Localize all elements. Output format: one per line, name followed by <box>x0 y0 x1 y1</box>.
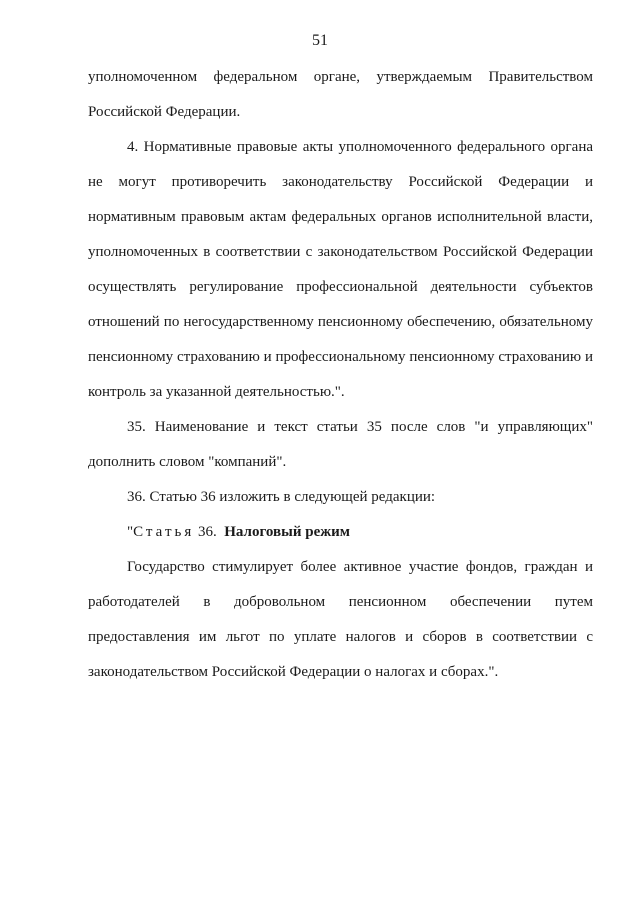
page-number: 51 <box>312 32 328 49</box>
article-title: Налоговый режим <box>224 524 350 540</box>
paragraph-item-4: 4. Нормативные правовые акты уполномоченного федерального органа не могут противоречить законодательству Российской Федерации и нормативным правовым актам федеральных органов исполнительной власти, уполномоченных в соответствии с законодательством Российской Федерации осуществлять регулирование профессиональной деятельности субъектов отношений по негосударственному пенсионному обеспечению, обязательному пенсионному страхованию и профессиональному пенсионному страхованию и контроль за указанной деятельностью.". <box>88 139 593 400</box>
article-word: Статья <box>133 524 195 540</box>
article-number: 36. <box>194 524 225 540</box>
paragraph-continuation: уполномоченном федеральном органе, утверждаемым Правительством Российской Федерации. <box>88 69 593 120</box>
article-text: Государство стимулирует более активное участие фондов, граждан и работодателей в добровольном пенсионном обеспечении путем предоставления им льгот по уплате налогов и сборов в соответствии с законодательством Российской Федерации о налогах и сборах.". <box>88 559 593 680</box>
paragraph-item-35: 35. Наименование и текст статьи 35 после слов "и управляющих" дополнить словом "компаний". <box>88 419 593 470</box>
paragraph-item-36: 36. Статью 36 изложить в следующей редакции: <box>127 489 436 505</box>
document-body <box>88 60 593 690</box>
article-heading <box>88 515 593 550</box>
article-heading-quote: " <box>127 524 134 540</box>
